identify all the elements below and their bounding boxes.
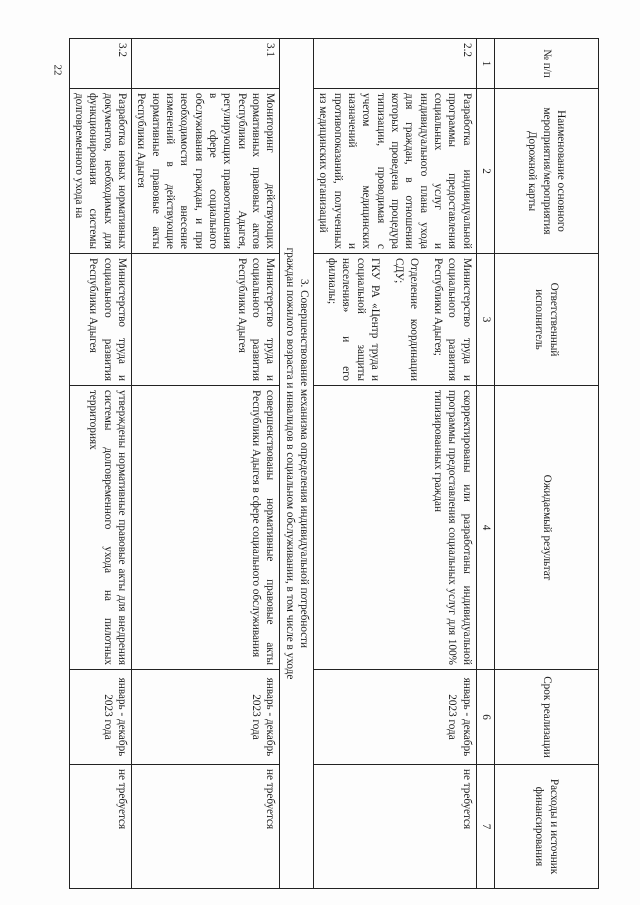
row-name: Разработка новых нормативных документов, необходимых для функционирования системы долговременного ухода на [69,89,131,254]
section-row [280,39,314,889]
header-num: № п/п [495,39,599,89]
roadmap-table [69,38,599,889]
row-executor [69,254,131,386]
executor-line: Министерство труда и социального развития Республики Адыгея [87,258,129,381]
row-num: 3.2 [69,39,131,89]
row-result: скорректированы или разработаны индивидуальной программы предоставления социальных услуг для 100% типизированных граждан [313,386,476,670]
executor-line: Отделение координации СДУ; [393,258,420,381]
rotated-table-wrapper [73,38,599,888]
executor-line: Министерство труда и социального развития Республики Адыгея [235,258,277,381]
header-executor: Ответственный исполнитель [495,254,599,386]
table-row [69,39,131,889]
row-num: 2.2 [313,39,476,89]
colnum-6: 6 [476,670,494,765]
row-finance: не требуется [132,765,280,889]
colnum-7: 7 [476,765,494,889]
row-term: январь - декабрь 2023 года [313,670,476,765]
row-executor [313,254,476,386]
section-heading-line: граждан пожилого возраста и инвалидов в социальном обслуживании, в том числе в уходе [283,247,296,680]
row-term: январь - декабрь 2023 года [69,670,131,765]
colnum-3: 3 [476,254,494,386]
colnum-1: 1 [476,39,494,89]
header-row [495,39,599,889]
table-row [313,39,476,889]
row-finance: не требуется [313,765,476,889]
section-heading-line: 3. Совершенствование механизма определения индивидуальной потребности [297,278,310,649]
colnum-4: 4 [476,386,494,670]
row-name: Мониторинг действующих нормативных правовых актов Республики Адыгея, регулирующих правоотношения в сфере социального обслуживания граждан, и при необходимости внесение изменений в действующие нормативные правовые акты Республики Адыгея [132,89,280,254]
row-term: январь - декабрь 2023 года [132,670,280,765]
row-finance: не требуется [69,765,131,889]
header-finance: Расходы и источник финансирования [495,765,599,889]
row-name: Разработка индивидуальной программы предоставления социальных услуг и индивидуального плана ухода для граждан, в отношении которых проведена процедура типизации, проводимая с учетом медицинских назначений и противопоказаний, полученных из медицинских организаций [313,89,476,254]
column-number-row [476,39,494,889]
page-number: 22 [51,64,64,76]
table-row [132,39,280,889]
colnum-2: 2 [476,89,494,254]
row-result: совершенствованы нормативные правовые акты Республики Адыгея в сфере социального обслуживания [132,386,280,670]
header-result: Ожидаемый результат [495,386,599,670]
row-num: 3.1 [132,39,280,89]
header-name: Наименование основного мероприятия/мероприятия Дорожной карты [495,89,599,254]
executor-line: ГКУ РА «Центр труда и социальной защиты населения» и его филиалы; [325,258,381,381]
row-executor [132,254,280,386]
section-heading [280,39,314,889]
row-result: утверждены нормативные правовые акты для внедрения системы долговременного ухода на пилотных территориях [69,386,131,670]
executor-line: Министерство труда и социального развития Республики Адыгея; [431,258,473,381]
header-term: Срок реализации [495,670,599,765]
